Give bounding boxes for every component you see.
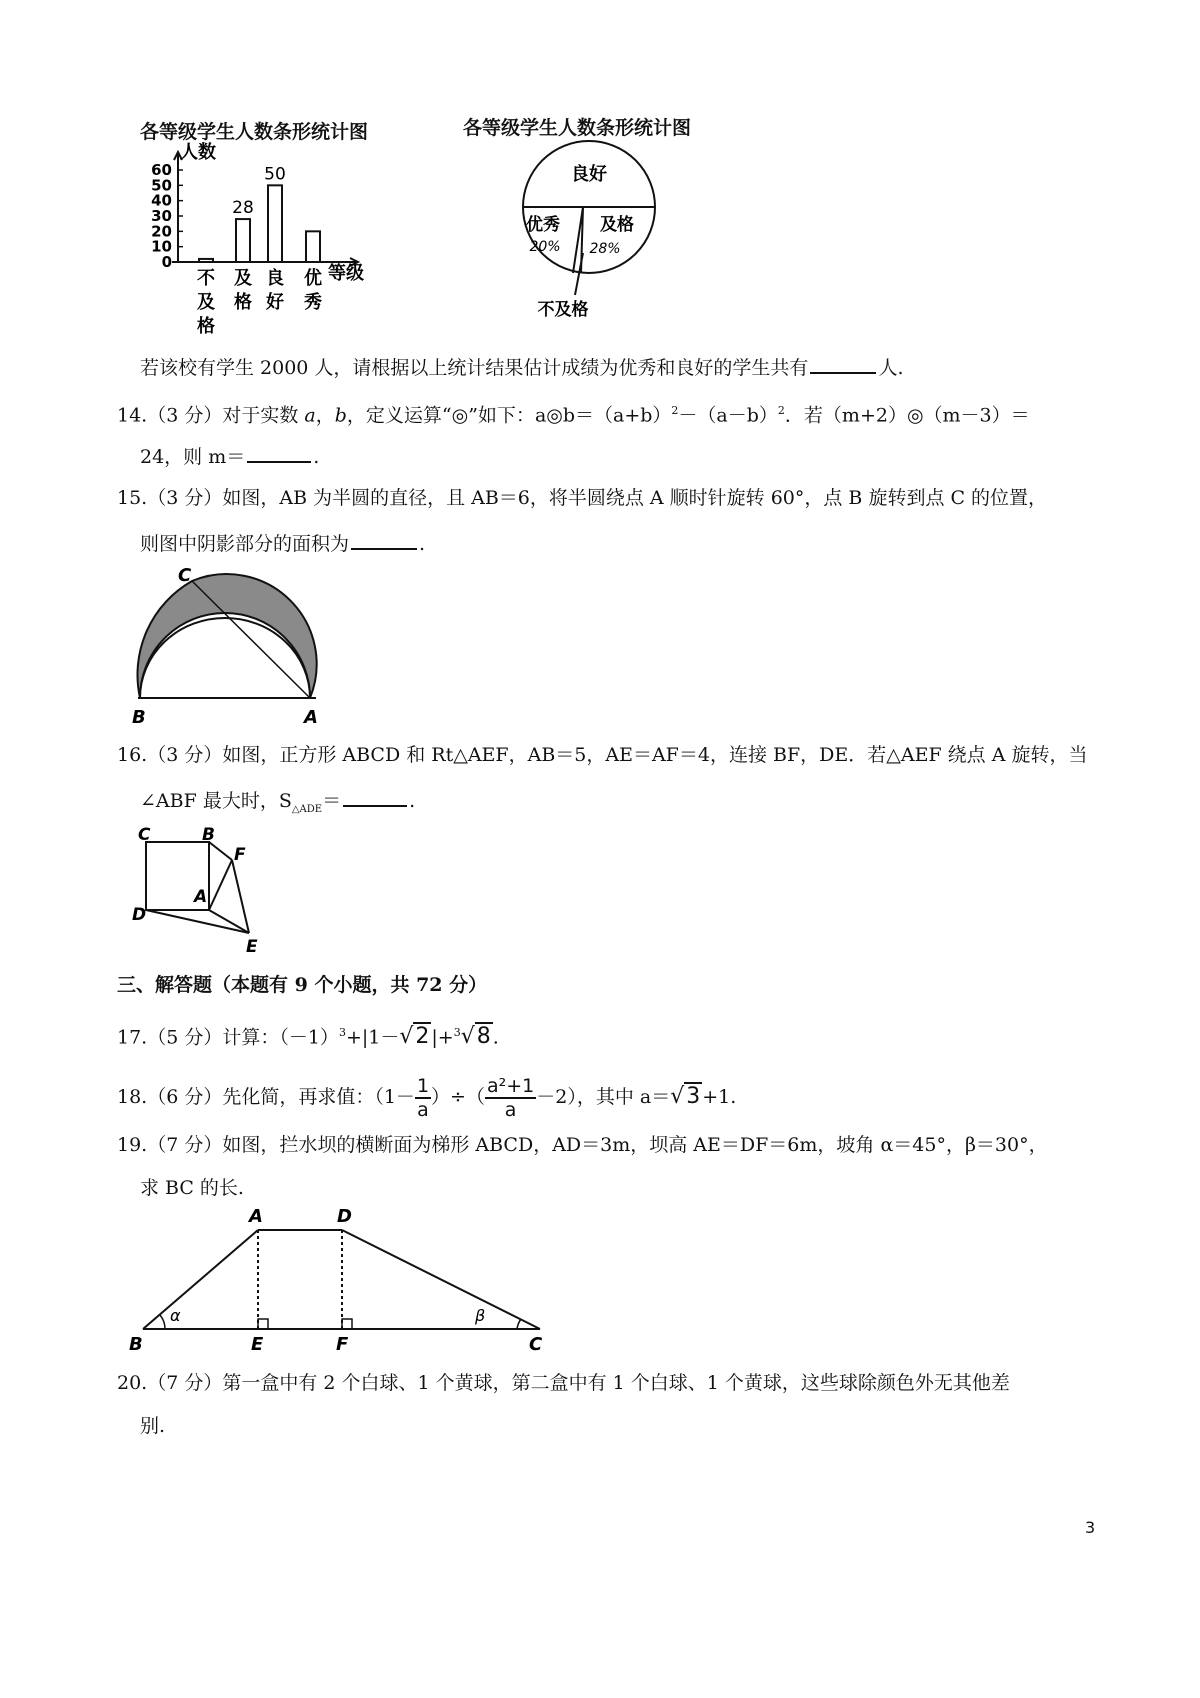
- bar-2: [268, 185, 282, 262]
- q19-right-angle-e: [258, 1319, 268, 1329]
- q16-subscript: △ADE: [291, 803, 323, 815]
- bar-y-tick-label: 60: [151, 161, 172, 179]
- q17-line: [117, 1020, 499, 1050]
- q19-label-c: C: [529, 1334, 543, 1355]
- section-3-title: 三、解答题（本题有 9 个小题，共 72 分）: [117, 974, 488, 996]
- bar-y-tick-label: 0: [161, 253, 172, 271]
- q14-comma: ，: [315, 404, 335, 427]
- q17-text-b: +|1－: [345, 1026, 400, 1049]
- bar-category-label: 优: [304, 268, 322, 289]
- bar-y-tick-label: 30: [151, 207, 172, 225]
- q19-label-d: D: [337, 1206, 352, 1227]
- bar-chart: [130, 140, 420, 370]
- q14-expr3: ．若（m+2）◎（m－3）＝: [784, 404, 1030, 427]
- q19-label-alpha: α: [170, 1306, 181, 1325]
- q18-f2-den: a: [504, 1099, 517, 1121]
- q19-label-b: B: [129, 1334, 143, 1355]
- q15-answer-blank[interactable]: [351, 528, 417, 550]
- q14-var-a: a: [304, 404, 316, 427]
- q16-label-f: F: [234, 845, 246, 865]
- q17-text-a: 17.（5 分）计算：（－1）: [117, 1026, 339, 1049]
- bar-category-label: 及: [234, 268, 252, 289]
- q18-line: [117, 1072, 736, 1122]
- q19-side-dc: [342, 1230, 540, 1329]
- q18-text-d: +1.: [702, 1086, 737, 1108]
- q14-sup1: 2: [671, 404, 679, 417]
- q17-end: .: [492, 1026, 499, 1049]
- q19-angle-arc-beta: [517, 1319, 521, 1329]
- q14-sup2: 2: [777, 404, 785, 417]
- page-number: 3: [1085, 1518, 1096, 1537]
- bar-y-axis-label: 人数: [180, 142, 216, 163]
- bar-category-label: 及: [197, 292, 215, 313]
- q16-label-e: E: [246, 937, 258, 957]
- bar-category-label: 不: [197, 268, 215, 289]
- q20-line2: 别.: [140, 1415, 166, 1437]
- q16-line1: 16.（3 分）如图，正方形 ABCD 和 Rt△AEF，AB＝5，AE＝AF＝4，连接 BF，DE．若△AEF 绕点 A 旋转，当: [117, 744, 1088, 766]
- q14-answer-blank[interactable]: [247, 441, 311, 463]
- q14-def: ，定义运算“◎”如下：: [346, 404, 535, 427]
- q15-line2-text: 则图中阴影部分的面积为: [140, 533, 350, 555]
- q17-root-index: 3: [453, 1026, 461, 1039]
- q14-num: 14.（3 分）对于实数: [117, 404, 299, 427]
- q17-sup: 3: [338, 1026, 346, 1039]
- q16-label-d: D: [132, 905, 147, 925]
- q19-label-e: E: [251, 1334, 264, 1355]
- bar-category-label: 格: [197, 316, 215, 337]
- q16-segment-fe: [232, 860, 249, 933]
- bar-data-label: 50: [264, 164, 286, 185]
- bar-x-axis-label: 等级: [328, 263, 364, 284]
- q16-equals: ＝: [322, 790, 342, 812]
- q20-line1: 20.（7 分）第一盒中有 2 个白球、1 个黄球，第二盒中有 1 个白球、1 个黄球，这些球除颜色外无其他差: [117, 1372, 1010, 1394]
- pie-label-fail: 不及格: [537, 300, 589, 320]
- q16-end: .: [409, 790, 416, 812]
- bar-chart-title: 各等级学生人数条形统计图: [140, 121, 369, 143]
- q16-segment-af: [209, 860, 232, 910]
- q18-text-c: －2），其中 a＝: [536, 1086, 671, 1108]
- q18-sqrt-3: √3: [670, 1084, 701, 1109]
- q18-text-a: 18.（6 分）先化简，再求值：（1－: [117, 1086, 415, 1108]
- bar-3: [306, 231, 320, 262]
- pie-label-good: 良好: [571, 164, 607, 185]
- pie-percent-pass: 28%: [589, 241, 621, 257]
- q16-answer-blank[interactable]: [343, 785, 407, 807]
- q17-cbrt-8: √8: [460, 1024, 491, 1050]
- q15-label-b: B: [132, 707, 146, 728]
- pie-chart: [505, 135, 685, 325]
- q16-line2: [140, 785, 415, 823]
- q18-f1-den: a: [417, 1099, 429, 1121]
- bar-category-label: 良: [266, 268, 284, 289]
- bar-1: [236, 219, 250, 262]
- q14-line2-text: 24，则 m＝: [140, 446, 246, 468]
- q15-label-a: A: [304, 707, 318, 728]
- q15-end: .: [419, 533, 426, 555]
- q19-line1: 19.（7 分）如图，拦水坝的横断面为梯形 ABCD，AD＝3m，坝高 AE＝DF＝6m，坡角 α＝45°，β＝30°，: [117, 1134, 1048, 1156]
- q16-segment-de: [146, 910, 249, 933]
- pie-chart-title: 各等级学生人数条形统计图: [463, 117, 692, 139]
- q18-f1-num: 1: [416, 1075, 430, 1097]
- bar-y-tick-label: 40: [151, 191, 172, 210]
- q16-label-b: B: [202, 825, 215, 845]
- pie-label-pass: 及格: [600, 215, 634, 235]
- bar-data-label: 28: [232, 198, 254, 219]
- q16-label-c: C: [138, 825, 151, 845]
- q14-line2: [140, 441, 319, 470]
- q19-side-ab: [143, 1230, 258, 1329]
- q17-text-c: |+: [431, 1026, 454, 1049]
- bar-0: [199, 259, 213, 262]
- bar-y-tick-label: 20: [151, 222, 172, 241]
- q19-label-f: F: [336, 1334, 349, 1355]
- q18-f2-num: a²+1: [486, 1075, 535, 1097]
- q14-var-b: b: [334, 404, 347, 427]
- q15-label-c: C: [178, 565, 192, 586]
- pie-label-excellent: 优秀: [526, 215, 560, 235]
- q13-text-b: 人.: [878, 357, 904, 379]
- bar-y-tick-label: 10: [151, 237, 172, 256]
- bar-category-label: 好: [266, 292, 284, 313]
- q19-angle-arc-alpha: [160, 1315, 165, 1329]
- q16-figure: [130, 820, 290, 960]
- q13-text-a: 若该校有学生 2000 人，请根据以上统计结果估计成绩为优秀和良好的学生共有: [140, 357, 809, 379]
- bar-y-tick-label: 50: [151, 176, 172, 195]
- q19-label-beta: β: [475, 1306, 486, 1325]
- q19-figure: [125, 1205, 555, 1355]
- q14-expr1: a◎b＝（a+b）: [534, 404, 672, 427]
- q17-radicand-2: 2: [415, 1024, 430, 1050]
- pie-percent-excellent: 20%: [529, 239, 561, 255]
- q18-fraction-2: [485, 1075, 536, 1121]
- q19-right-angle-f: [342, 1319, 352, 1329]
- q17-sqrt-2: √2: [399, 1024, 430, 1050]
- q15-line1: 15.（3 分）如图，AB 为半圆的直径，且 AB＝6，将半圆绕点 A 顺时针旋转 60°，点 B 旋转到点 C 的位置，: [117, 487, 1048, 509]
- q16-label-a: A: [194, 887, 208, 907]
- q14-end: .: [313, 446, 320, 468]
- q14-line1: [117, 398, 1030, 428]
- q19-line2: 求 BC 的长.: [140, 1177, 244, 1199]
- q13-text: [140, 352, 903, 381]
- q19-label-a: A: [249, 1206, 263, 1227]
- q17-radicand-8: 8: [476, 1024, 491, 1050]
- q18-fraction-1: [415, 1075, 431, 1121]
- q18-text-b: ）÷（: [431, 1086, 485, 1108]
- q15-figure: [132, 563, 358, 733]
- q14-expr2: －（a－b）: [678, 404, 778, 427]
- q13-answer-blank[interactable]: [810, 352, 876, 374]
- q18-radicand-3: 3: [686, 1084, 701, 1109]
- q16-line2-text: ∠ABF 最大时，S: [140, 790, 292, 812]
- bar-category-label: 格: [234, 292, 252, 313]
- q15-line2: [140, 528, 425, 557]
- bar-category-label: 秀: [304, 292, 322, 313]
